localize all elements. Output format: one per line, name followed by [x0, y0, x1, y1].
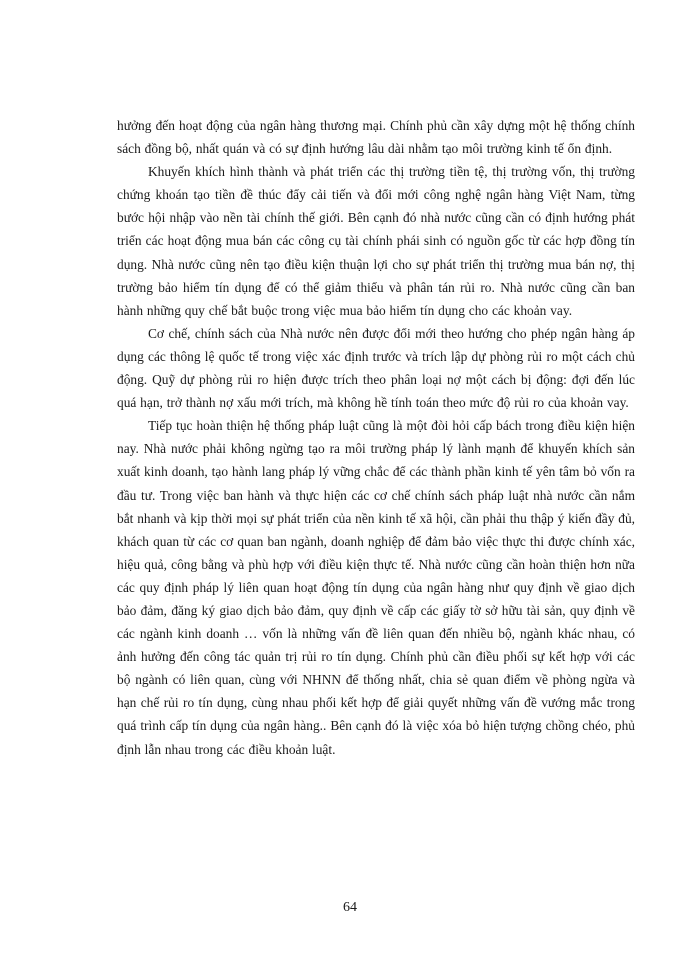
- paragraph-2: Khuyến khích hình thành và phát triển các thị trường tiền tệ, thị trường vốn, thị trường chứng khoán tạo tiền đề thúc đẩy cải tiến và đổi mới công nghệ ngân hàng Việt Nam, từng bước hội nhập vào nền tài chính thế giới. Bên cạnh đó nhà nước cũng cần có định hướng phát triển các hoạt động mua bán các công cụ tài chính phái sinh có nguồn gốc từ các hợp đồng tín dụng. Nhà nước cũng nên tạo điều kiện thuận lợi cho sự phát triển thị trường mua bán nợ, thị trường bảo hiểm tín dụng để có thể giảm thiểu và phân tán rủi ro. Nhà nước cũng cần ban hành những quy chế bắt buộc trong việc mua bảo hiểm tín dụng cho các khoản vay.: [117, 164, 635, 318]
- body-text: [117, 114, 635, 761]
- paragraph-3: Cơ chế, chính sách của Nhà nước nên được đổi mới theo hướng cho phép ngân hàng áp dụng các thông lệ quốc tế trong việc xác định trước và trích lập dự phòng rủi ro một cách chủ động. Quỹ dự phòng rủi ro hiện được trích theo phân loại nợ một cách bị động: đợi đến lúc quá hạn, trở thành nợ xấu mới trích, mà không hề tính toán theo mức độ rủi ro của khoản vay.: [117, 325, 635, 411]
- page-number: 64: [343, 900, 357, 915]
- paragraph-4: Tiếp tục hoàn thiện hệ thống pháp luật cũng là một đòi hỏi cấp bách trong điều kiện hiện nay. Nhà nước phải không ngừng tạo ra môi trường pháp lý lành mạnh để khuyến khích sản xuất kinh doanh, tạo hành lang pháp lý vững chắc để các thành phần kinh tế yên tâm bỏ vốn ra đầu tư. Trong việc ban hành và thực hiện các cơ chế chính sách pháp luật nhà nước cần nắm bắt nhanh và kịp thời mọi sự phát triển của nền kinh tế xã hội, cần phải thu thập ý kiến đầy đủ, khách quan từ các cơ quan ban ngành, doanh nghiệp để đảm bảo việc thực thi được chính xác, hiệu quả, công bằng và phù hợp với điều kiện thực tế. Nhà nước cũng cần hoàn thiện hơn nữa các quy định pháp lý liên quan hoạt động tín dụng của ngân hàng như quy định về giao dịch bảo đảm, đăng ký giao dịch bảo đảm, quy định về cấp các giấy tờ sở hữu tài sản, quy định về các ngành kinh doanh … vốn là những vấn đề liên quan đến nhiều bộ, ngành khác nhau, có ảnh hưởng đến công tác quản trị rủi ro tín dụng. Chính phủ cần điều phối sự kết hợp với các bộ ngành có liên quan, cùng với NHNN để thống nhất, chia sẻ quan điểm về phòng ngừa và hạn chế rủi ro tín dụng, cùng nhau phối kết hợp để giải quyết những vấn đề vướng mắc trong quá trình cấp tín dụng của ngân hàng.. Bên cạnh đó là việc xóa bỏ hiện tượng chồng chéo, phủ định lẫn nhau trong các điều khoản luật.: [117, 418, 635, 757]
- paragraph-1: hưởng đến hoạt động của ngân hàng thương mại. Chính phủ cần xây dựng một hệ thống chính sách đồng bộ, nhất quán và có sự định hướng lâu dài nhằm tạo môi trường kinh tế ổn định.: [117, 118, 635, 157]
